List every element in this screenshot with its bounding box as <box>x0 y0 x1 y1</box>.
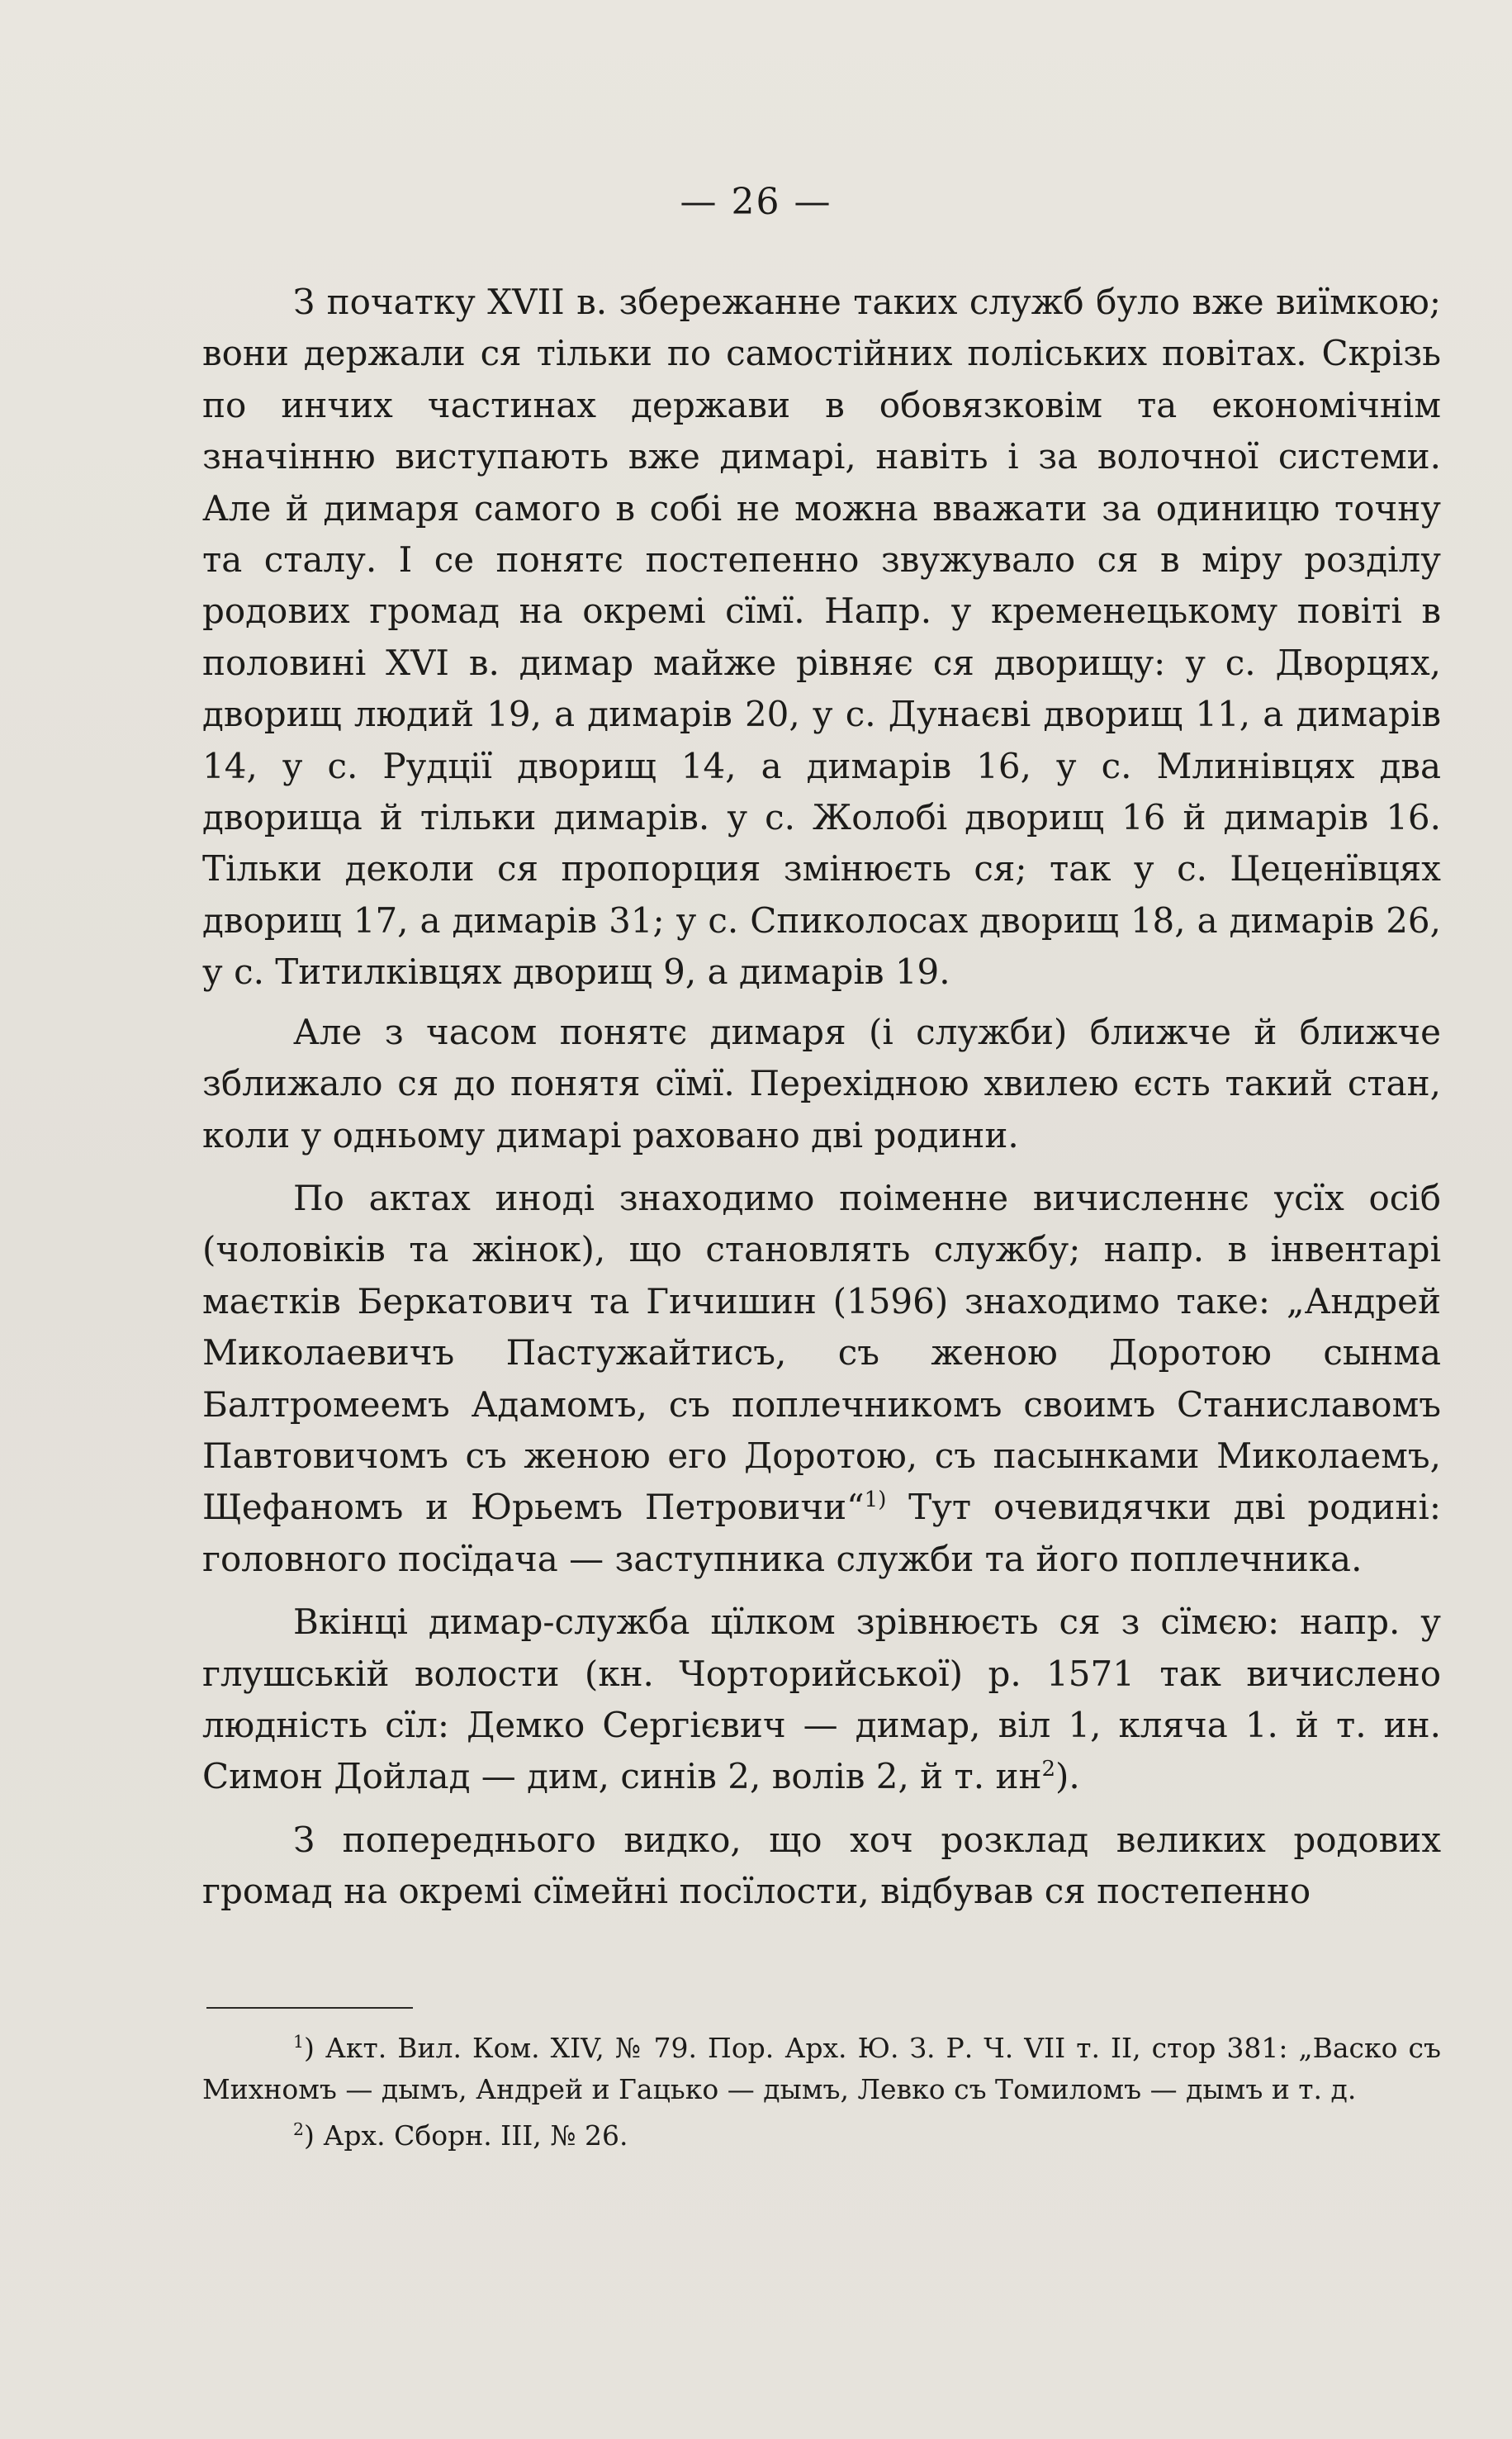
paragraph-5: З попереднього видко, що хоч розклад великих родових громад на окремі сїмейні посїлости, відбував ся постепенно <box>202 1819 1441 1912</box>
footnote-2 <box>202 2115 1441 2157</box>
paragraph-3-continuation: Тут очевидячки дві родині: головного посїдача — заступника служби та його поплечника. <box>202 1487 1441 1579</box>
footnotes <box>202 2028 1441 2161</box>
footnote-1 <box>202 2028 1441 2110</box>
paragraph-4-text: Вкінці димар-служба цїлком зрівнюєть ся з сїмєю: напр. у глушській волости (кн. Чорторийської) р. 1571 так вичислено людність сїл: Демко Сергієвич — димар, віл 1, кляча 1. й т. ин. Симон Дойлад — дим, синів 2, волів 2, й т. ин <box>202 1601 1441 1797</box>
footnote-1-text: ) Акт. Вил. Ком. XIV, № 79. Пор. Арх. Ю. З. Р. Ч. VII т. II, стор 381: „Васко съ Михномъ — дымъ, Андрей и Гацько — дымъ, Левко съ Томиломъ — дымъ и т. д. <box>202 2032 1441 2105</box>
footnote-mark-1: 1 <box>293 2032 305 2052</box>
paragraph-4-end: ). <box>1055 1756 1080 1797</box>
paragraph-4 <box>202 1597 1441 1803</box>
footnote-mark-2: 2 <box>293 2119 305 2139</box>
footnote-2-text: ) Арх. Сборн. III, № 26. <box>304 2119 628 2152</box>
paragraph-2: Але з часом понятє димаря (і служби) ближче й ближче зближало ся до понятя сїмї. Перехідною хвилею єсть такий стан, коли у одньому димарі раховано дві родини. <box>202 1011 1441 1155</box>
footnote-ref-2: 2 <box>1041 1757 1056 1782</box>
body-text <box>202 277 1441 1929</box>
footnote-ref-1: 1) <box>864 1488 887 1513</box>
paragraph-1: З початку XVII в. збережанне таких служб було вже виїмкою; вони держали ся тільки по самостійних поліських повітах. Скрізь по инчих частинах держави в обовязковім та економічнім значінню виступають вже димарі, навіть і за волочної системи. Але й димаря самого в собі не можна вважати за одиницю точну та сталу. І се понятє постепенно звужувало ся в міру розділу родових громад на окремі сїмї. Напр. у кременецькому повіті в половині XVI в. димар майже рівняє ся дворищу: у с. Дворцях, дворищ людий 19, а димарів 20, у с. Дунаєві дворищ 11, а димарів 14, у с. Рудції дворищ 14, а димарів 16, у с. Млинівцях два дворища й тільки димарів. у с. Жолобі дворищ 16 й димарів 16. Тільки деколи ся пропорция змінюєть ся; так у с. Цеценївцях дворищ 17, а димарів 31; у с. Спиколосах дворищ 18, а димарів 26, у с. Титилківцях дворищ 9, а димарів 19. <box>202 282 1441 993</box>
page-number: — 26 — <box>680 181 832 223</box>
footnote-divider <box>206 2007 413 2009</box>
paragraph-3 <box>202 1173 1441 1585</box>
paragraph-3-text: По актах иноді знаходимо поіменне вичисленнє усїх осіб (чоловіків та жінок), що становлять службу; напр. в інвентарі маєтків Беркатович та Гичишин (1596) знаходимо таке: „Андрей Миколаевичъ Пастужайтисъ, съ женою Доротою сынма Балтромеемъ Адамомъ, съ поплечникомъ своимъ Станиславомъ Павтовичомъ съ женою его Доротою, съ пасынками Миколаемъ, Щефаномъ и Юрьемъ Петровичи“ <box>202 1177 1441 1528</box>
